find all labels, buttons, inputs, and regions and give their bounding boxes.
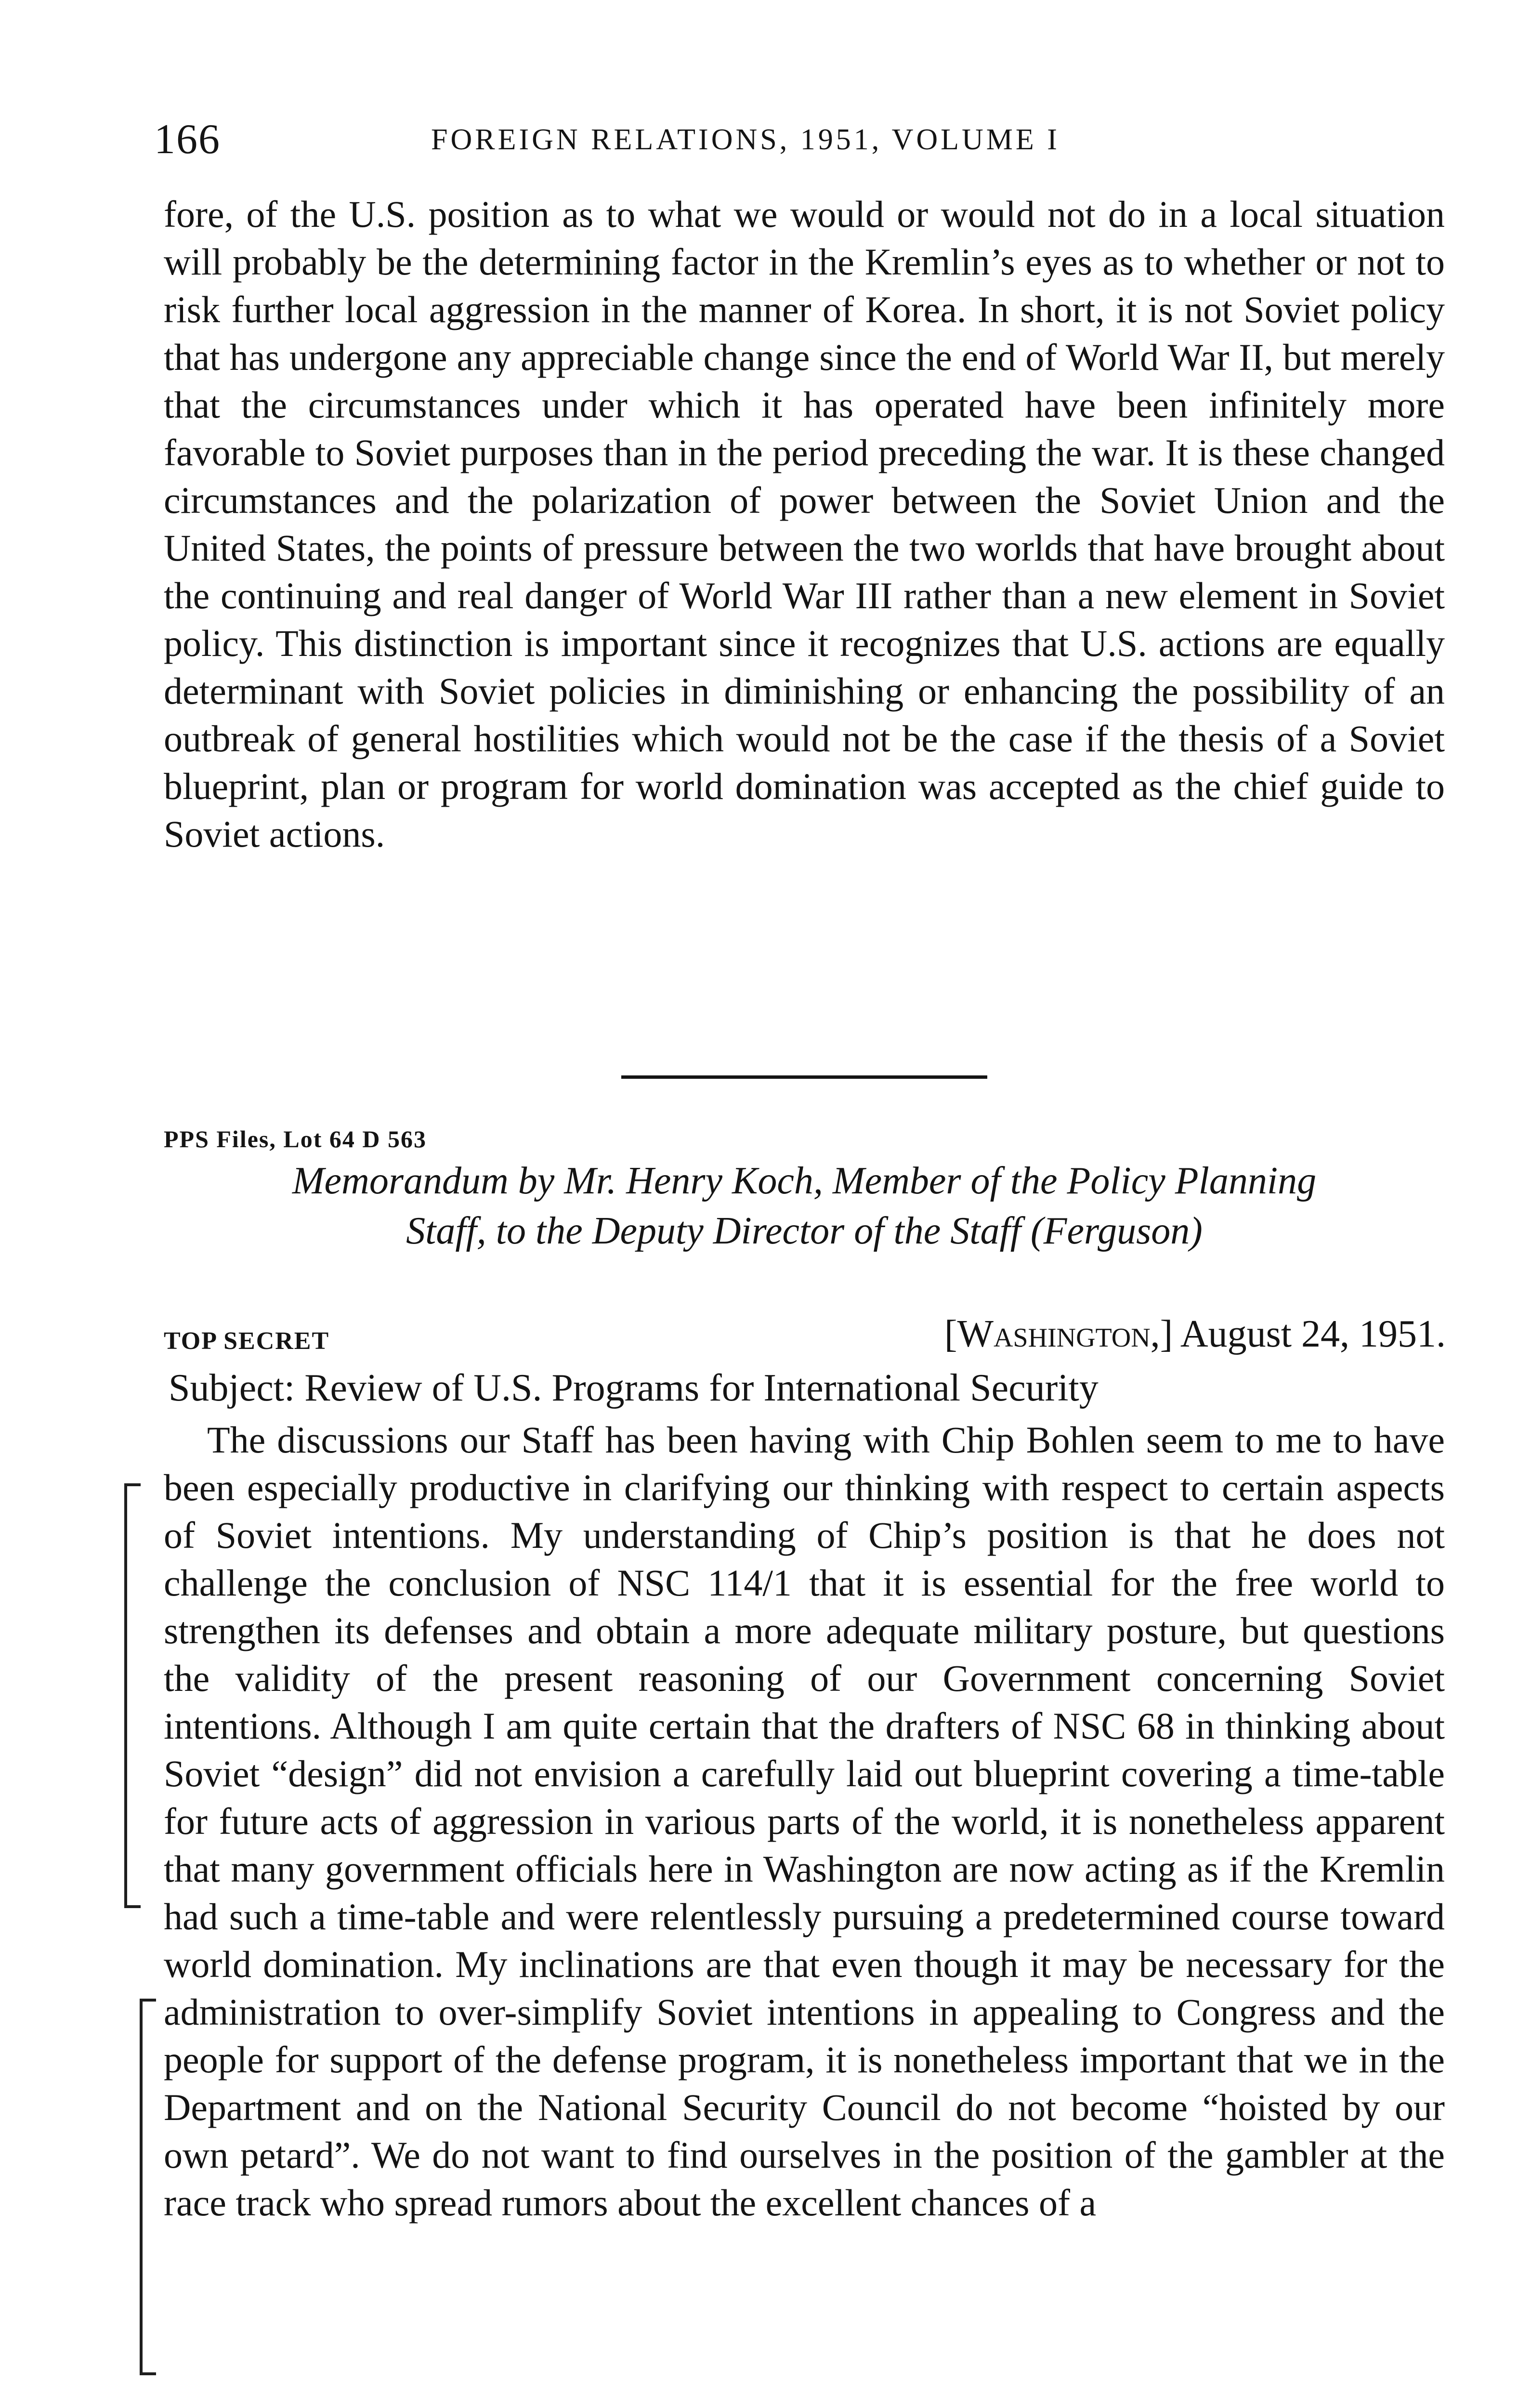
classification-label: TOP SECRET <box>164 1327 330 1355</box>
running-title: FOREIGN RELATIONS, 1951, VOLUME I <box>431 123 1060 156</box>
memo-body-text: The discussions our Staff has been having with Chip Bohlen seem to me to have been especially productive in clarifying our thinking with respect to certain aspects of Soviet intentions. My understanding of Chip’s position is that he does not challenge the conclusion of NSC 114/1 that it is essential for the free world to strengthen its defenses and obtain a more adequate military posture, but questions the validity of the present reasoning of our Government concerning Soviet intentions. Although I am quite certain that the drafters of NSC 68 in thinking about Soviet “design” did not envision a carefully laid out blueprint covering a time-table for future acts of aggression in various parts of the world, it is nonetheless apparent that many government officials here in Washington are now acting as if the Kremlin had such a time-table and were relentlessly pursuing a predetermined course toward world domination. My inclinations are that even though it may be necessary for the administration to over-simplify Soviet intentions in appealing to Congress and the people for support of the defense program, it is nonetheless important that we in the Department and on the National Security Council do not become “hoisted by our own petard”. We do not want to find ourselves in the position of the gambler at the race track who spread rumors about the excellent chances of a <box>164 1419 1445 2224</box>
continued-paragraph <box>164 190 1445 858</box>
subject-line: Subject: Review of U.S. Programs for International Security <box>169 1367 1099 1409</box>
document-title-line-2: Staff, to the Deputy Director of the Staff (Ferguson) <box>406 1210 1203 1252</box>
dateline <box>944 1308 1446 1361</box>
dateline-date: August 24, 1951. <box>1173 1313 1446 1355</box>
margin-bracket-mark <box>124 1483 141 1908</box>
section-divider-rule <box>621 1075 987 1079</box>
running-header <box>154 111 1454 169</box>
memo-body <box>164 1416 1445 2226</box>
dateline-place: [Washington,] <box>944 1313 1173 1355</box>
file-reference: PPS Files, Lot 64 D 563 <box>164 1125 427 1152</box>
document-title-line-1: Memorandum by Mr. Henry Koch, Member of the Policy Planning <box>292 1160 1317 1202</box>
page-number: 166 <box>154 116 221 163</box>
document-title <box>164 1156 1445 1256</box>
margin-bracket-mark <box>140 1999 156 2375</box>
continued-paragraph-text: fore, of the U.S. position as to what we would or would not do in a local situation will probably be the determining factor in the Kremlin’s eyes as to whether or not to risk further local aggression in the manner of Korea. In short, it is not Soviet policy that has undergone any appreciable change since the end of World War II, but merely that the circumstances under which it has operated have been infinitely more favorable to Soviet purposes than in the period preceding the war. It is these changed circumstances and the polarization of power between the Soviet Union and the United States, the points of pressure between the two worlds that have brought about the continuing and real danger of World War III rather than a new element in Soviet policy. This distinction is important since it recognizes that U.S. actions are equally determinant with Soviet policies in diminishing or enhancing the possibility of an outbreak of general hostilities which would not be the case if the thesis of a Soviet blueprint, plan or program for world domination was accepted as the chief guide to Soviet actions. <box>164 193 1445 855</box>
